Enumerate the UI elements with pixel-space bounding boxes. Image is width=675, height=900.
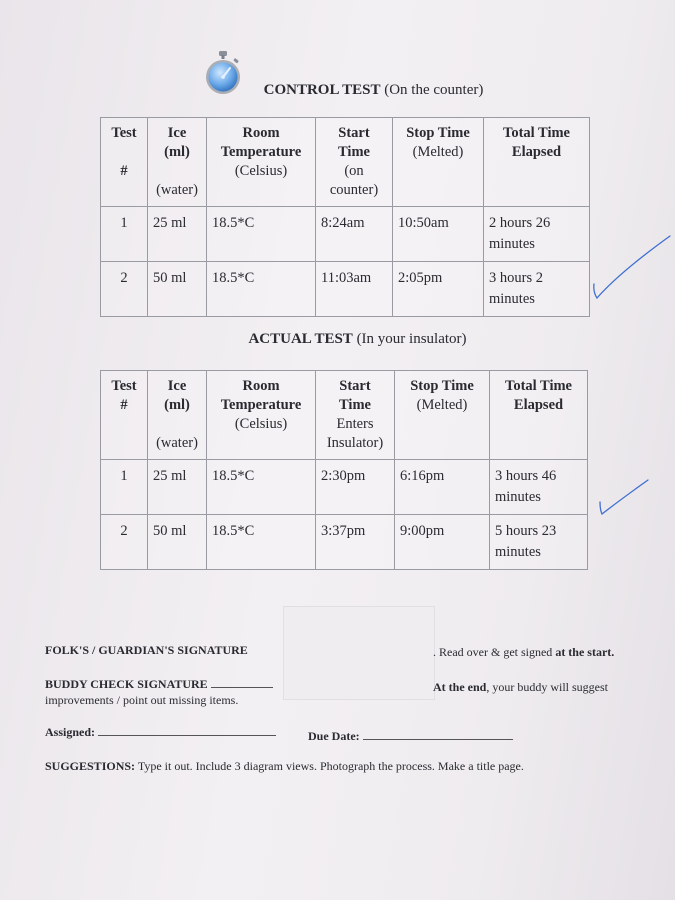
buddy-signature-blank[interactable]: [211, 687, 273, 688]
header-text: (ml): [164, 397, 190, 413]
guardian-signature-note: [433, 645, 614, 660]
header-text: Start: [338, 125, 370, 141]
blank-sticker-patch: [283, 606, 435, 700]
header-total-time: [490, 371, 588, 460]
header-text: Time: [338, 144, 370, 160]
table-row: [101, 460, 588, 515]
header-text: Elapsed: [513, 397, 564, 413]
control-test-title: CONTROL TEST: [263, 82, 381, 98]
header-test: [101, 118, 148, 207]
control-test-subtitle: (On the counter): [384, 82, 484, 98]
cell-start: 3:37pm: [316, 515, 395, 570]
buddy-note-text: , your buddy will suggest: [486, 680, 609, 694]
cell-stop: 2:05pm: [393, 262, 484, 317]
buddy-note-text-2: improvements / point out missing items.: [45, 693, 239, 707]
header-subtext: Insulator): [326, 435, 384, 451]
header-text: Temperature: [220, 144, 302, 160]
actual-test-heading: [20, 331, 675, 348]
header-total-time: [484, 118, 590, 207]
cell-temp: 18.5*C: [207, 460, 316, 515]
checkmark: [590, 232, 674, 304]
buddy-signature-note: [433, 680, 608, 695]
table-row: [101, 207, 590, 262]
header-text: Start: [339, 378, 371, 394]
cell-ice: 50 ml: [148, 515, 207, 570]
checkmark: [596, 476, 652, 518]
cell-temp: 18.5*C: [207, 207, 316, 262]
control-test-table: [100, 117, 590, 317]
header-stop-time: [395, 371, 490, 460]
header-text: (ml): [164, 144, 190, 160]
header-text: Stop Time: [406, 125, 470, 141]
assigned-line: [45, 725, 276, 740]
cell-ice: 25 ml: [148, 460, 207, 515]
header-text: Total Time: [504, 378, 572, 394]
cell-total: 2 hours 26 minutes: [484, 207, 590, 262]
cell-temp: 18.5*C: [207, 515, 316, 570]
cell-start: 2:30pm: [316, 460, 395, 515]
header-subtext: (Melted): [412, 144, 464, 160]
guardian-signature-line: [45, 643, 248, 658]
header-subtext: (on: [344, 163, 364, 179]
header-subtext: Enters: [336, 416, 374, 432]
cell-total: 3 hours 2 minutes: [484, 262, 590, 317]
assigned-label: Assigned:: [45, 725, 96, 739]
cell-test: 2: [101, 515, 148, 570]
table-row: [101, 262, 590, 317]
header-subtext: (water): [156, 182, 198, 198]
header-text: Ice: [167, 378, 187, 394]
cell-total: 5 hours 23 minutes: [490, 515, 588, 570]
cell-total: 3 hours 46 minutes: [490, 460, 588, 515]
due-date-label: Due Date:: [308, 729, 360, 743]
header-text: Total Time: [502, 125, 570, 141]
header-text: Time: [339, 397, 371, 413]
cell-ice: 25 ml: [148, 207, 207, 262]
cell-start: 8:24am: [316, 207, 393, 262]
actual-test-title: ACTUAL TEST: [248, 331, 353, 347]
cell-test: 1: [101, 460, 148, 515]
header-subtext: (Melted): [416, 397, 468, 413]
header-text: Ice: [167, 125, 187, 141]
actual-test-subtitle: (In your insulator): [356, 331, 467, 347]
control-test-heading: [36, 82, 675, 99]
header-start-time: [316, 371, 395, 460]
cell-start: 11:03am: [316, 262, 393, 317]
header-room-temperature: [207, 371, 316, 460]
cell-test: 2: [101, 262, 148, 317]
header-start-time: [316, 118, 393, 207]
cell-stop: 9:00pm: [395, 515, 490, 570]
header-ice: [148, 371, 207, 460]
assigned-blank[interactable]: [98, 735, 276, 736]
buddy-signature-note-cont: [45, 693, 238, 708]
suggestions-label: SUGGESTIONS:: [45, 759, 136, 773]
guardian-note-emphasis: at the start.: [555, 645, 615, 659]
guardian-note-text: . Read over & get signed: [433, 645, 553, 659]
actual-test-table: [100, 370, 588, 570]
header-subtext: (Celsius): [234, 416, 288, 432]
suggestions-text: Type it out. Include 3 diagram views. Photograph the process. Make a title page.: [137, 759, 524, 773]
table-header-row: [101, 118, 590, 207]
buddy-note-emphasis: At the end: [433, 680, 487, 694]
cell-temp: 18.5*C: [207, 262, 316, 317]
header-subtext: counter): [329, 182, 379, 198]
cell-stop: 10:50am: [393, 207, 484, 262]
buddy-signature-label: BUDDY CHECK SIGNATURE: [45, 677, 208, 691]
header-stop-time: [393, 118, 484, 207]
header-ice: [148, 118, 207, 207]
suggestions-line: [45, 759, 524, 774]
due-date-line: [308, 729, 513, 744]
header-subtext: (water): [156, 435, 198, 451]
cell-test: 1: [101, 207, 148, 262]
header-text: Room: [242, 125, 280, 141]
header-subtext: (Celsius): [234, 163, 288, 179]
table-row: [101, 515, 588, 570]
header-text: Room: [242, 378, 280, 394]
header-text: Temperature: [220, 397, 302, 413]
header-text: Elapsed: [511, 144, 562, 160]
header-room-temperature: [207, 118, 316, 207]
due-date-blank[interactable]: [363, 739, 513, 740]
header-text: #: [120, 163, 128, 179]
header-text: Test: [111, 125, 137, 141]
table-header-row: [101, 371, 588, 460]
header-text: Stop Time: [410, 378, 474, 394]
header-test: [101, 371, 148, 460]
buddy-signature-line: [45, 677, 273, 692]
guardian-signature-label: FOLK'S / GUARDIAN'S SIGNATURE: [45, 643, 248, 657]
cell-stop: 6:16pm: [395, 460, 490, 515]
header-text: #: [120, 397, 128, 413]
cell-ice: 50 ml: [148, 262, 207, 317]
header-text: Test: [111, 378, 137, 394]
